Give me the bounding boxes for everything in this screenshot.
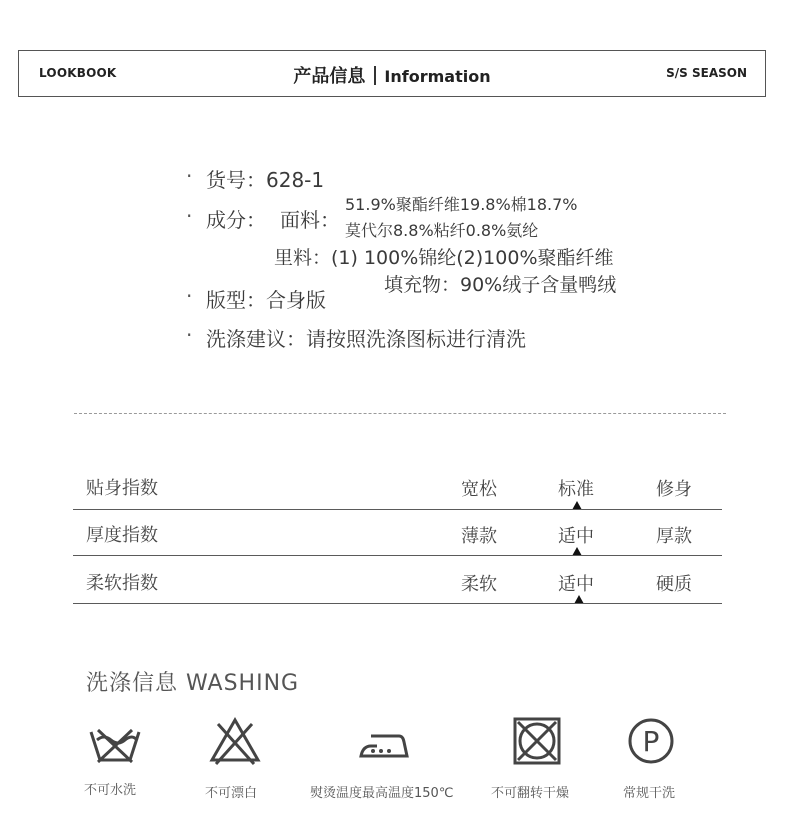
composition-label: 成分： xyxy=(206,208,266,232)
row-divider xyxy=(73,509,722,510)
no-tumble-dry-icon xyxy=(510,714,564,768)
header-title xyxy=(19,62,765,88)
lookbook-label: LOOKBOOK xyxy=(39,66,117,80)
index-option-selected: 适中 xyxy=(558,526,594,547)
header-title-cn: 产品信息 xyxy=(293,66,366,87)
title-divider xyxy=(374,66,376,85)
fabric-label: 面料： xyxy=(280,208,340,232)
bullet: · xyxy=(186,284,193,308)
iron-temperature-label: 熨烫温度最高温度150℃ xyxy=(310,786,454,801)
index-option: 厚款 xyxy=(656,526,692,547)
index-option: 薄款 xyxy=(461,526,497,547)
thickness-index-label: 厚度指数 xyxy=(86,525,158,546)
dry-clean-icon xyxy=(624,714,678,768)
header-title-en: Information xyxy=(384,67,491,86)
index-option: 柔软 xyxy=(461,574,497,595)
bullet: · xyxy=(186,323,193,347)
index-option: 硬质 xyxy=(656,574,692,595)
index-option-selected: 标准 xyxy=(558,479,594,500)
lining: 里料：(1) 100%锦纶(2)100%聚酯纤维 xyxy=(274,247,614,269)
washing-title: 洗涤信息 WASHING xyxy=(86,671,300,696)
index-option-selected: 适中 xyxy=(558,574,594,595)
svg-text:P: P xyxy=(642,725,660,758)
no-bleach-label: 不可漂白 xyxy=(205,786,258,801)
bullet: · xyxy=(186,204,193,228)
filling: 填充物：90%绒子含量鸭绒 xyxy=(384,274,617,296)
fit: 版型：合身版 xyxy=(206,288,326,312)
bullet: · xyxy=(186,164,193,188)
no-bleach-icon xyxy=(208,714,262,768)
no-water-wash-icon xyxy=(88,718,142,772)
iron-temperature-icon xyxy=(357,718,411,772)
page-header xyxy=(18,50,766,97)
fabric-line-2: 莫代尔8.8%粘纤0.8%氨纶 xyxy=(345,221,539,240)
dashed-divider xyxy=(74,413,726,414)
item-number: 货号：628-1 xyxy=(206,168,325,192)
dry-clean-label: 常规干洗 xyxy=(623,786,676,801)
row-divider xyxy=(73,555,722,556)
row-divider xyxy=(73,603,722,604)
no-tumble-dry-label: 不可翻转干燥 xyxy=(491,786,570,801)
season-label: S/S SEASON xyxy=(666,66,747,80)
fabric-line-1: 51.9%聚酯纤维19.8%棉18.7% xyxy=(345,195,578,214)
no-water-wash-label: 不可水洗 xyxy=(84,783,137,798)
softness-index-label: 柔软指数 xyxy=(86,573,158,594)
index-option: 修身 xyxy=(656,479,692,500)
fit-index-label: 贴身指数 xyxy=(86,478,158,499)
wash-advice: 洗涤建议：请按照洗涤图标进行清洗 xyxy=(206,327,526,351)
index-option: 宽松 xyxy=(461,479,497,500)
